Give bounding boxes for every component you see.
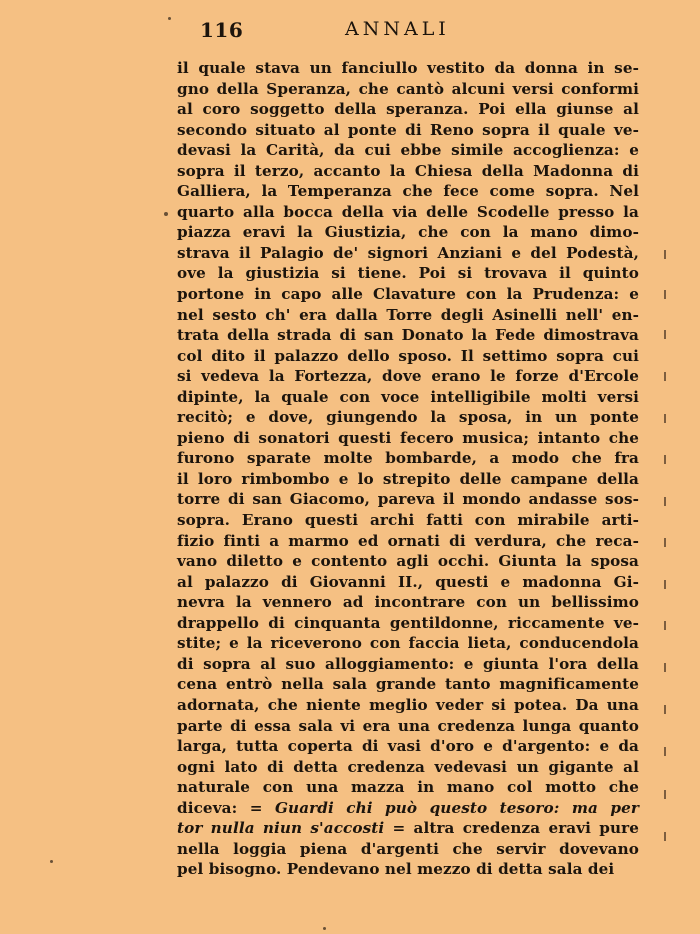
text-line: quarto alla bocca della via delle Scodelle presso la — [177, 202, 639, 221]
text-line-with-quote — [177, 798, 639, 819]
text-line: pel bisogno. Pendevano nel mezzo di detta sala dei — [177, 860, 615, 879]
edge-mark — [664, 747, 666, 756]
text-line: nel sesto ch' era dalla Torre degli Asinelli nell' en- — [177, 305, 639, 324]
edge-mark — [664, 663, 666, 672]
page-speck — [164, 212, 168, 216]
text-line: si vedeva la Fortezza, dove erano le forze d'Ercole — [177, 367, 639, 386]
text-line: al palazzo di Giovanni II., questi e madonna Gi- — [177, 572, 639, 591]
text-line: il loro rimbombo e lo strepito delle campane della — [177, 469, 639, 488]
text-line: sopra il terzo, accanto la Chiesa della Madonna di — [177, 161, 639, 180]
text-line: dipinte, la quale con voce intelligibile molti versi — [177, 387, 639, 406]
text-line: recitò; e dove, giungendo la sposa, in un ponte — [177, 408, 639, 427]
text-line: stite; e la riceverono con faccia lieta, conducendola — [177, 634, 639, 653]
edge-mark — [664, 414, 666, 423]
text-line: fizio finti a marmo ed ornati di verdura, che reca- — [177, 531, 639, 550]
text-line: naturale con una mazza in mano col motto che — [177, 778, 639, 797]
text-line: drappello di cinquanta gentildonne, riccamente ve- — [177, 613, 639, 632]
edge-mark — [664, 497, 666, 506]
text-line: il quale stava un fanciullo vestito da donna in se- — [177, 59, 639, 77]
text-line: parte di essa sala vi era una credenza lunga quanto — [177, 716, 639, 735]
text-line: trata della strada di san Donato la Fede dimostrava — [177, 326, 639, 345]
edge-mark — [664, 790, 666, 799]
page-number: 116 — [200, 18, 244, 42]
text-line: gno della Speranza, che cantò alcuni versi conformi — [177, 79, 639, 98]
text-line: ove la giustizia si tiene. Poi si trovava il quinto — [177, 264, 639, 283]
edge-mark — [664, 330, 666, 339]
text-line: ogni lato di detta credenza vedevasi un gigante al — [177, 757, 639, 776]
edge-mark — [664, 250, 666, 259]
edge-mark — [664, 455, 666, 464]
edge-mark — [664, 832, 666, 841]
page-speck — [323, 927, 326, 930]
italic-quote-run: tor nulla niun s'accosti — [177, 819, 385, 838]
text-line: adornata, che niente meglio veder si potea. Da una — [177, 695, 639, 714]
text-line: cena entrò nella sala grande tanto magnificamente — [177, 675, 639, 694]
page-speck — [50, 860, 53, 863]
text-line: col dito il palazzo dello sposo. Il settimo sopra cui — [177, 346, 639, 365]
text-line: nevra la vennero ad incontrare con un bellissimo — [177, 593, 639, 612]
page-header — [175, 18, 640, 44]
text-line: piazza eravi la Giustizia, che con la mano dimo- — [177, 223, 639, 242]
text-line: devasi la Carità, da cui ebbe simile accoglienza: e — [177, 141, 639, 160]
page-speck — [168, 17, 171, 20]
text-run: = altra credenza eravi pure — [384, 819, 639, 838]
text-line: furono sparate molte bombarde, a modo che fra — [177, 449, 639, 468]
italic-quote-run: Guardi chi può questo tesoro: ma per — [274, 798, 640, 817]
edge-mark — [664, 621, 666, 630]
edge-mark — [664, 290, 666, 299]
page-edge-marks — [664, 250, 672, 850]
running-head: ANNALI — [345, 18, 450, 40]
text-line: nella loggia piena d'argenti che servir dovevano — [177, 839, 639, 858]
edge-mark — [664, 372, 666, 381]
text-line: di sopra al suo alloggiamento: e giunta l'ora della — [177, 654, 639, 673]
text-line: al coro soggetto della speranza. Poi ella giunse al — [177, 100, 639, 119]
text-line: portone in capo alle Clavature con la Prudenza: e — [177, 285, 639, 304]
text-line: vano diletto e contento agli occhi. Giunta la sposa — [177, 552, 639, 571]
text-run: diceva: = — [177, 798, 275, 817]
text-line: strava il Palagio de' signori Anziani e del Podestà, — [177, 243, 639, 262]
edge-mark — [664, 538, 666, 547]
text-line: torre di san Giacomo, pareva il mondo andasse sos- — [177, 490, 639, 509]
edge-mark — [664, 705, 666, 714]
text-line-with-quote — [177, 818, 639, 839]
text-line: larga, tutta coperta di vasi d'oro e d'argento: e da — [177, 737, 639, 756]
edge-mark — [664, 580, 666, 589]
text-line: Galliera, la Temperanza che fece come sopra. Nel — [177, 182, 639, 201]
text-line: secondo situato al ponte di Reno sopra il quale ve- — [177, 120, 639, 139]
text-line: sopra. Erano questi archi fatti con mirabile arti- — [177, 511, 639, 530]
body-text — [177, 58, 639, 880]
text-line: pieno di sonatori questi fecero musica; intanto che — [177, 428, 639, 447]
